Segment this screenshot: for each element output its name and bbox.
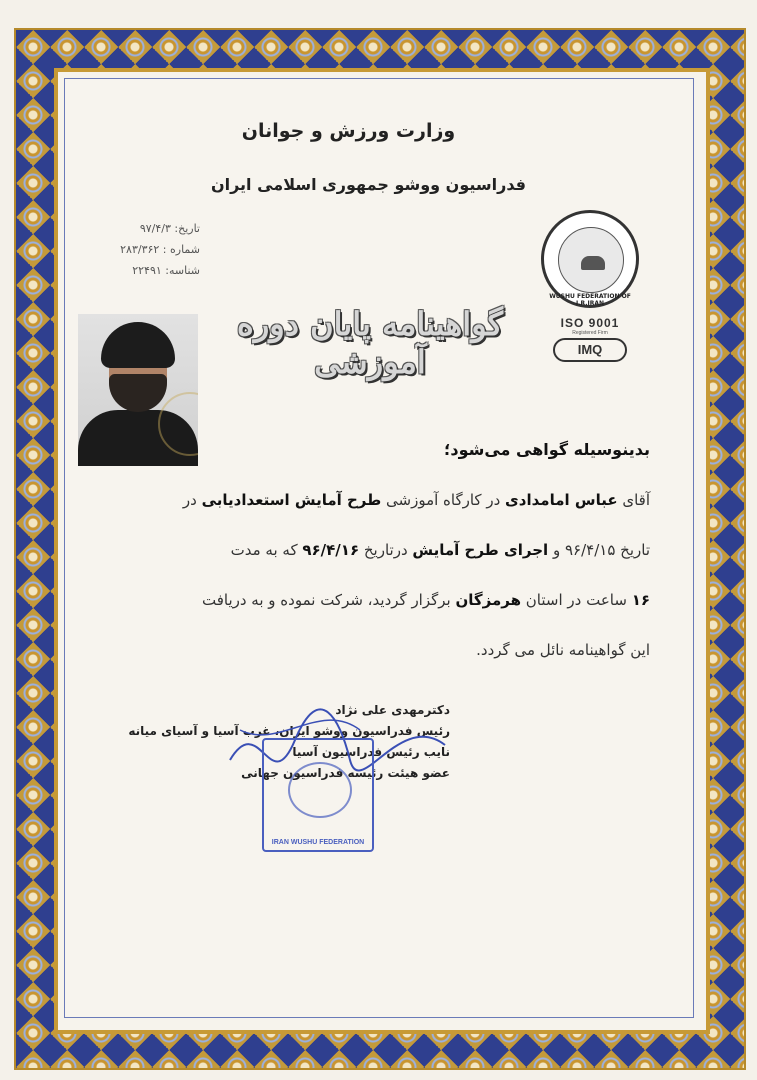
iso-label: ISO 9001: [560, 316, 620, 330]
signatory-role-1: رئیس فدراسیون ووشو ایران، غرب آسیا و آسیای میانه: [128, 724, 450, 738]
body-line-1: آقای عباس امامدادی در کارگاه آموزشی طرح آمایش استعدادیابی در: [182, 491, 650, 509]
federation-logo: [540, 210, 640, 362]
logo-ring-text: WUSHU FEDERATION OF I.R.IRAN: [549, 293, 631, 307]
body-line-4: این گواهینامه نائل می گردد.: [476, 641, 650, 659]
certificate-id: شناسه: ۲۲۴۹۱: [132, 264, 200, 277]
iso-sub-label: Registered Firm: [572, 330, 608, 336]
intro-line: بدینوسیله گواهی می‌شود؛: [443, 440, 650, 459]
body-line-2: تاریخ ۹۶/۴/۱۵ و اجرای طرح آمایش درتاریخ ۹۶/۴/۱۶ که به مدت: [230, 541, 650, 559]
issue-date: تاریخ: ۹۷/۴/۳: [139, 222, 200, 235]
logo-emblem: [541, 210, 639, 308]
signatory-role-2: نایب رئیس فدراسیون آسیا: [292, 745, 450, 759]
federation-stamp: [262, 738, 374, 852]
imq-badge: IMQ: [553, 338, 627, 362]
stamp-text: IRAN WUSHU FEDERATION: [271, 839, 365, 846]
province-name: هرمزگان: [455, 591, 522, 609]
wushu-figure-icon: [581, 256, 605, 270]
federation-title: فدراسیون ووشو جمهوری اسلامی ایران: [210, 175, 527, 194]
body-line-3: ۱۶ ساعت در استان هرمزگان برگزار گردید، شرکت نموده و به دریافت: [201, 591, 650, 609]
holder-name: عباس امامدادی: [505, 491, 618, 509]
course-name: طرح آمایش استعدادیابی: [201, 491, 382, 509]
certificate-body: [60, 440, 650, 675]
signatory-name: دکترمهدی علی نژاد: [335, 703, 450, 717]
signatory-role-3: عضو هیئت رئیسه فدراسیون جهانی: [241, 766, 450, 780]
certificate-title: گواهینامه پایان دوره آموزشی: [237, 305, 503, 381]
ministry-title: وزارت ورزش و جوانان: [241, 120, 456, 142]
reference-number: شماره : ۲۸۳/۳۶۲: [120, 243, 200, 256]
stamp-emblem-icon: [288, 762, 352, 818]
